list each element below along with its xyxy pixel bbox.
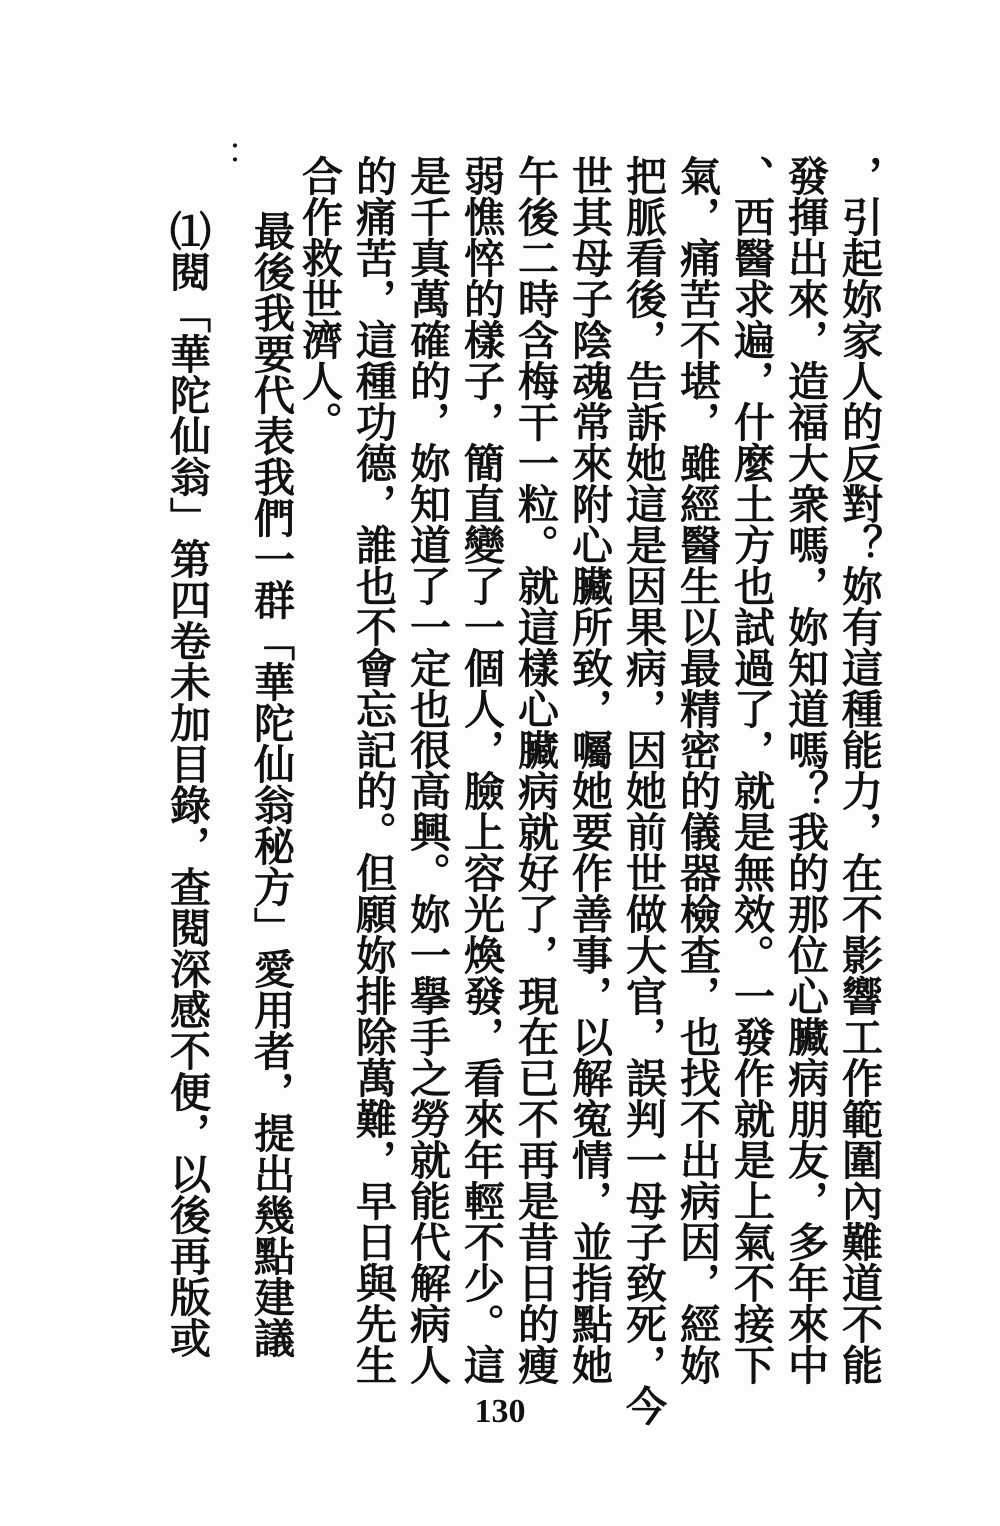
text-column-10: 的痛苦，這種功德，誰也不會忘記的。但願妳排除萬難，早日與先生 [349, 155, 397, 1385]
text-column-6: 世其母子陰魂常來附心臟所致，囑她要作善事，以解寃情，並指點她 [565, 155, 613, 1385]
text-column-7: 午後二時含梅干一粒。就這樣心臟病就好了，現在已不再是昔日的瘦 [511, 155, 559, 1385]
text-column-8: 弱憔悴的樣子，簡直變了一個人，臉上容光煥發，看來年輕不少。這 [457, 155, 505, 1385]
colon-mark: ： [203, 140, 243, 174]
text-column-9: 是千真萬確的，妳知道了一定也很高興。妳一擧手之勞就能代解病人 [403, 155, 451, 1385]
text-column-4: 氣，痛苦不堪，雖經醫生以最精密的儀器檢查，也找不出病因，經妳 [673, 155, 721, 1385]
page-number: 130 [474, 1393, 526, 1430]
text-column-11: 合作救世濟人。 [295, 155, 343, 442]
text-column-1: ，引起妳家人的反對？妳有這種能力，在不影響工作範圍內難道不能 [835, 155, 883, 1385]
text-column-2: 發揮出來，造福大衆嗎，妳知道嗎？我的那位心臟病朋友，多年來中 [781, 155, 829, 1385]
text-column-3: 、西醫求遍，什麼土方也試過了，就是無效。一發作就是上氣不接下 [727, 155, 775, 1385]
text-column-12: 最後我要代表我們一群「華陀仙翁秘方」愛用者，提出幾點建議 [247, 210, 295, 1358]
text-column-5: 把脈看後，告訴她這是因果病，因她前世做大官，誤判一母子致死，今 [619, 155, 667, 1426]
text-column-13: ⑴閱「華陀仙翁」第四卷未加目錄，查閱深感不便，以後再版或 [163, 210, 211, 1358]
